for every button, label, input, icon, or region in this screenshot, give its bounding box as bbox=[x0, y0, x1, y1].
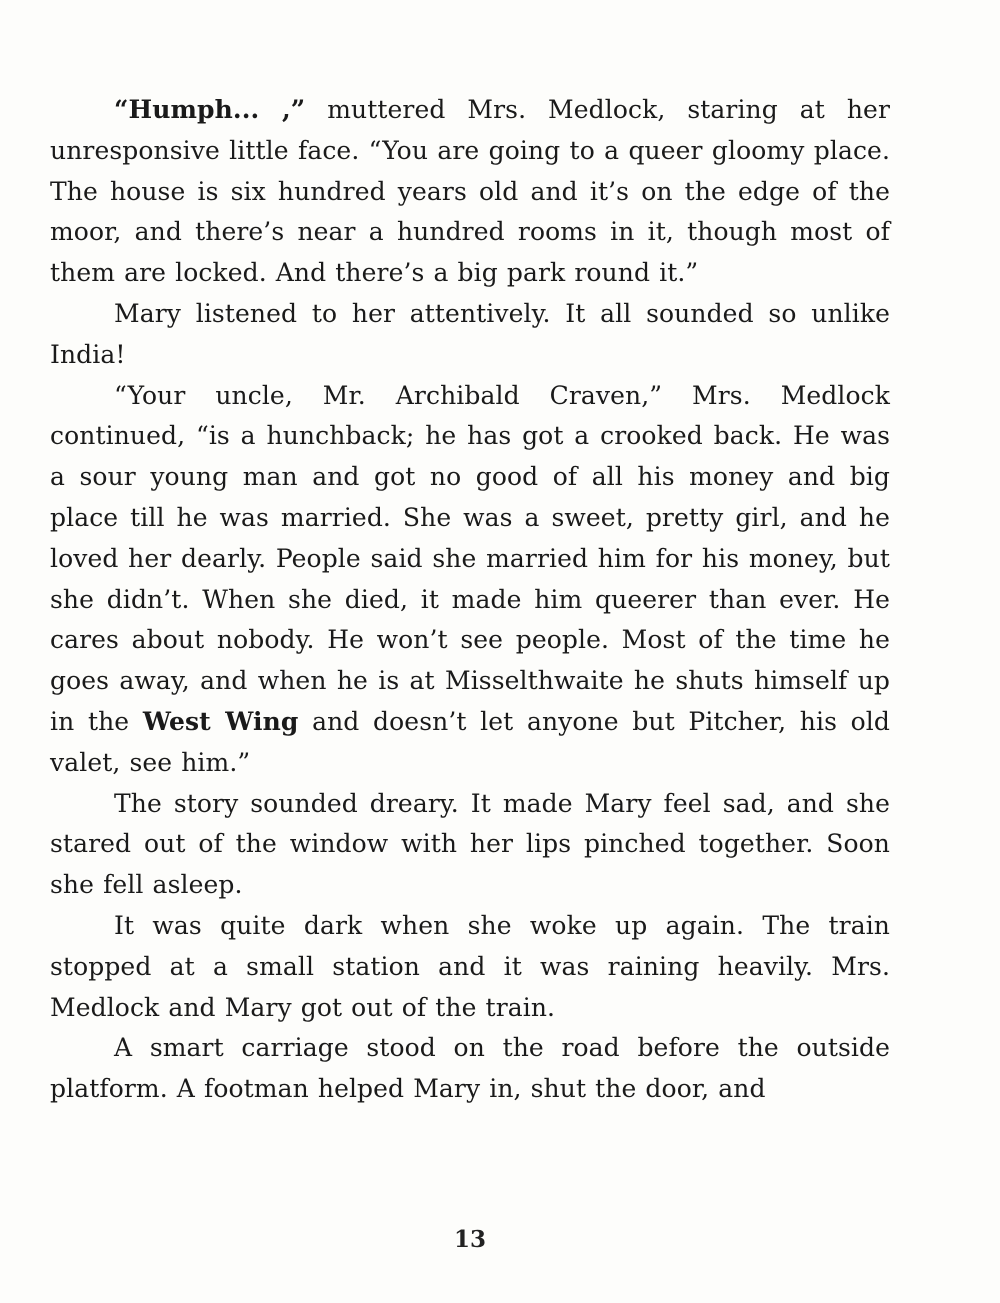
paragraph-2 bbox=[50, 294, 890, 376]
paragraph-3 bbox=[50, 376, 890, 784]
text-span: Mary listened to her attentively. It all sounded so unlike India! bbox=[50, 298, 890, 369]
text-span: The story sounded dreary. It made Mary feel sad, and she stared out of the window with her lips pinched together. Soon she fell asleep. bbox=[50, 788, 890, 900]
text-span: and doesn’t let anyone but Pitcher, his old valet, see him.” bbox=[50, 706, 890, 777]
paragraph-6 bbox=[50, 1028, 890, 1110]
bold-text: West Wing bbox=[142, 706, 299, 736]
page-number: 13 bbox=[453, 1226, 486, 1253]
paragraph-1 bbox=[50, 90, 890, 294]
text-span: It was quite dark when she woke up again. The train stopped at a small station and it was raining heavily. Mrs. Medlock and Mary got out of the train. bbox=[50, 910, 890, 1022]
text-span: muttered Mrs. Medlock, staring at her unresponsive little face. “You are going to a queer gloomy place. The house is six hundred years old and it’s on the edge of the moor, and there’s near a hundred rooms in it, though most of them are locked. And there’s a big park round it.” bbox=[50, 95, 891, 288]
text-span: “Your uncle, Mr. Archibald Craven,” Mrs. Medlock continued, “is a hunchback; he has got a crooked back. He was a sour young man and got no good of all his money and big place till he was married. She was a sweet, pretty girl, and he loved her dearly. People said she married him for his money, but she didn’t. When she died, it made him queerer than ever. He cares about nobody. He won’t see people. Most of the time he goes away, and when he is at Misselthwaite he shuts himself up in the bbox=[50, 380, 890, 736]
body-text bbox=[50, 90, 890, 1110]
paragraph-4 bbox=[50, 784, 890, 906]
bold-text: “Humph... ,” bbox=[114, 95, 306, 124]
text-span: A smart carriage stood on the road before the outside platform. A footman helped Mary in, shut the door, and bbox=[50, 1033, 890, 1104]
paragraph-5 bbox=[50, 906, 890, 1028]
